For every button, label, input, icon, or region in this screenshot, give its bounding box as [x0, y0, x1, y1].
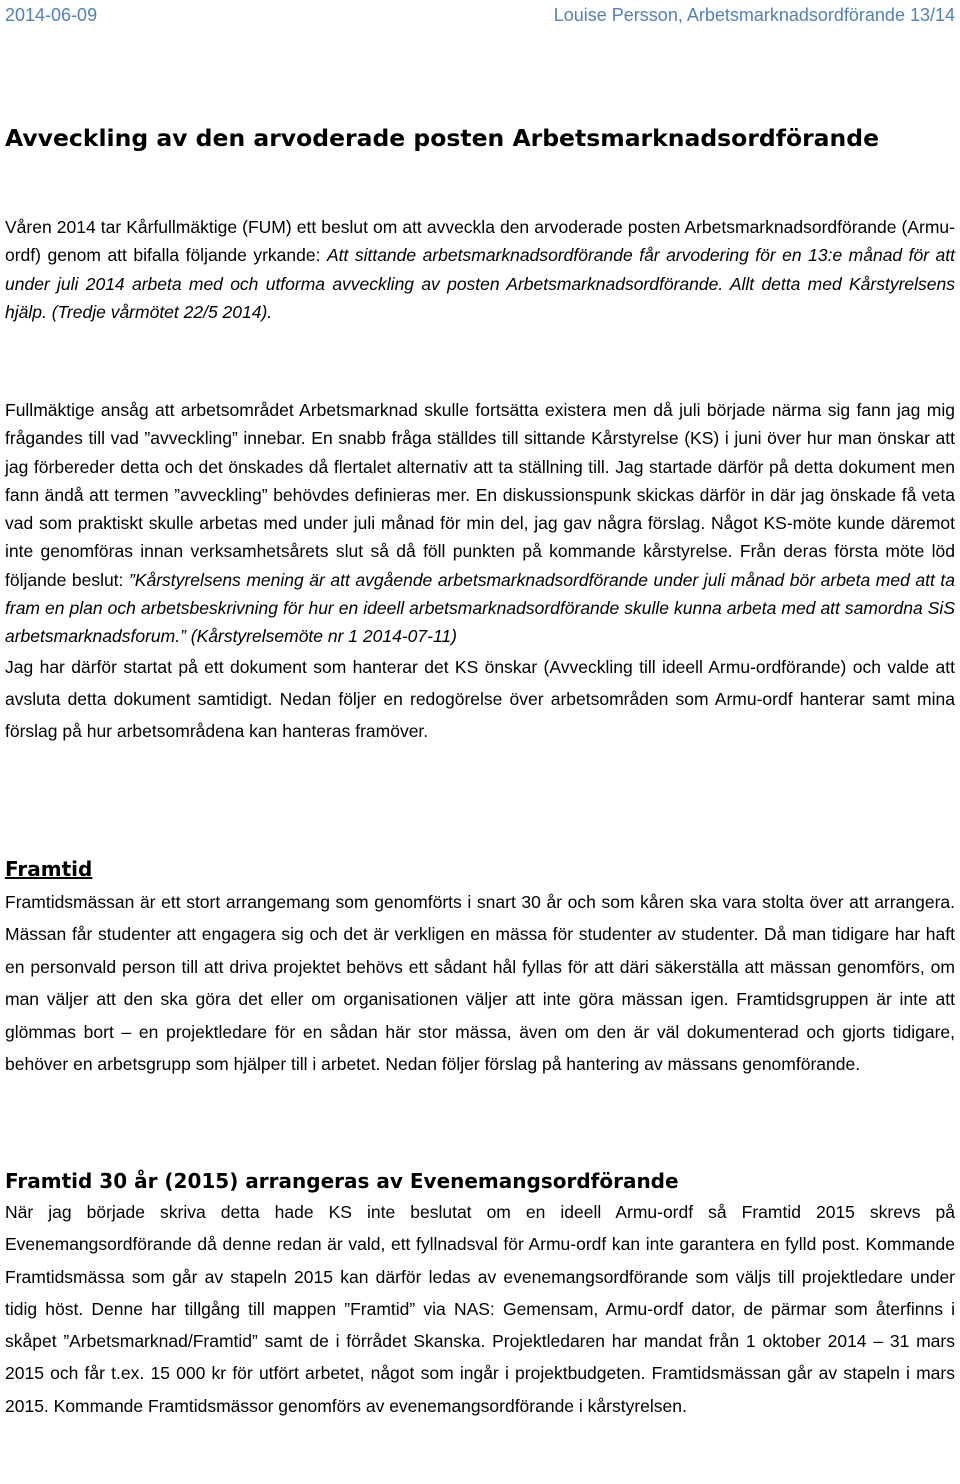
- intro-motion-quote: Att sittande arbetsmarknadsordförande får arvodering för en 13:e månad för att under juli 2014 arbeta med och utforma avveckling av posten Arbetsmarknadsordförande. Allt detta med Kårstyrelsens hjälp. (Tredje vårmötet 22/5 2014).: [5, 245, 955, 323]
- header-author-page: Louise Persson, Arbetsmarknadsordförande 13/14: [553, 5, 955, 25]
- intro-text: Våren 2014 tar Kårfullmäktige (FUM) ett beslut om att avveckla den arvoderade posten Arbetsmarknadsordförande (Armu-ordf) genom att bifalla följande yrkande:: [5, 217, 955, 266]
- framtid30-text: När jag började skriva detta hade KS inte beslutat om en ideell Armu-ordf så Framtid 2015 skrevs på Evenemangsordförande då denne redan är vald, ett fyllnadsval för Armu-ordf kan inte garantera en fylld post. Kommande Framtidsmässa som går av stapeln 2015 kan därför ledas av evenemangsordförande som väljs till projektledare under tidig höst. Denne har tillgång till mappen ”Framtid” via NAS: Gemensam, Armu-ordf dator, de pärmar som återfinns i skåpet ”Arbetsmarknad/Framtid” samt de i förrådet Skanska. Projektledaren har mandat från 1 oktober 2014 – 31 mars 2015 och får t.ex. 15 000 kr för utfört arbetet, något som ingår i projektbudgeten. Framtidsmässan går av stapeln i mars 2015. Kommande Framtidsmässor genomförs av evenemangsordförande i kårstyrelsen.: [5, 1202, 955, 1416]
- document-title: Avveckling av den arvoderade posten Arbetsmarknadsordförande: [5, 124, 880, 152]
- framtid-paragraph: [5, 886, 955, 1080]
- fullmaktige-section: [5, 396, 955, 747]
- framtid-text: Framtidsmässan är ett stort arrangemang som genomförts i snart 30 år och som kåren ska vara stolta över att arrangera. Mässan får studenter att engagera sig och det är verkligen en mässa för studenter av studenter. Då man tidigare har haft en personvald person till att driva projektet behövs ett sådant hål fyllas för att däri säkerställa att mässan genomförs, om man väljer att den ska göra det eller om organisationen väljer att inte göra mässan igen. Framtidsgruppen är inte att glömmas bort – en projektledare för en sådan här stor mässa, även om den är väl dokumenterad och gjorts tidigare, behöver en arbetsgrupp som hjälper till i arbetet. Nedan följer förslag på hantering av mässans genomförande.: [5, 892, 955, 1075]
- ks-decision-quote: ”Kårstyrelsens mening är att avgående arbetsmarknadsordförande under juli månad bör arbeta med att ta fram en plan och arbetsbeskrivning för hur en ideell arbetsmarknadsordförande skulle kunna arbeta med att samordna SiS arbetsmarknadsforum.” (Kårstyrelsemöte nr 1 2014-07-11): [5, 569, 955, 647]
- header-date: 2014-06-09: [5, 5, 98, 25]
- framtid-heading: Framtid: [5, 857, 93, 881]
- fullmaktige-text: Fullmäktige ansåg att arbetsområdet Arbetsmarknad skulle fortsätta existera men då juli började närma sig fann jag mig frågandes till vad ”avveckling” innebar. En snabb fråga ställdes till sittande Kårstyrelse (KS) i juni över hur man önskar att jag förbereder detta och det önskades då flertalet alternativ att ta ställning till. Jag startade därför på detta dokument men fann ändå att termen ”avveckling” behövdes definieras mer. En diskussionspunk skickas därför in där jag önskade få veta vad som praktiskt skulle arbetas med under juli månad för min del, jag gav några förslag. Något KS-möte kunde däremot inte genomföras innan verksamhetsårets slut så då föll punkten på kommande kårstyrelse. Från deras första möte löd följande beslut:: [5, 400, 955, 590]
- document-purpose-paragraph: Jag har därför startat på ett dokument som hanterar det KS önskar (Avveckling till ideell Armu-ordförande) och valde att avsluta detta dokument samtidigt. Nedan följer en redogörelse över arbetsområden som Armu-ordf hanterar samt mina förslag på hur arbetsområdena kan hanteras framöver.: [5, 656, 955, 742]
- intro-paragraph: [5, 213, 955, 327]
- framtid30-paragraph: [5, 1196, 955, 1422]
- framtid30-heading: Framtid 30 år (2015) arrangeras av Evenemangsordförande: [5, 1169, 679, 1193]
- fullmaktige-paragraph: [5, 396, 955, 651]
